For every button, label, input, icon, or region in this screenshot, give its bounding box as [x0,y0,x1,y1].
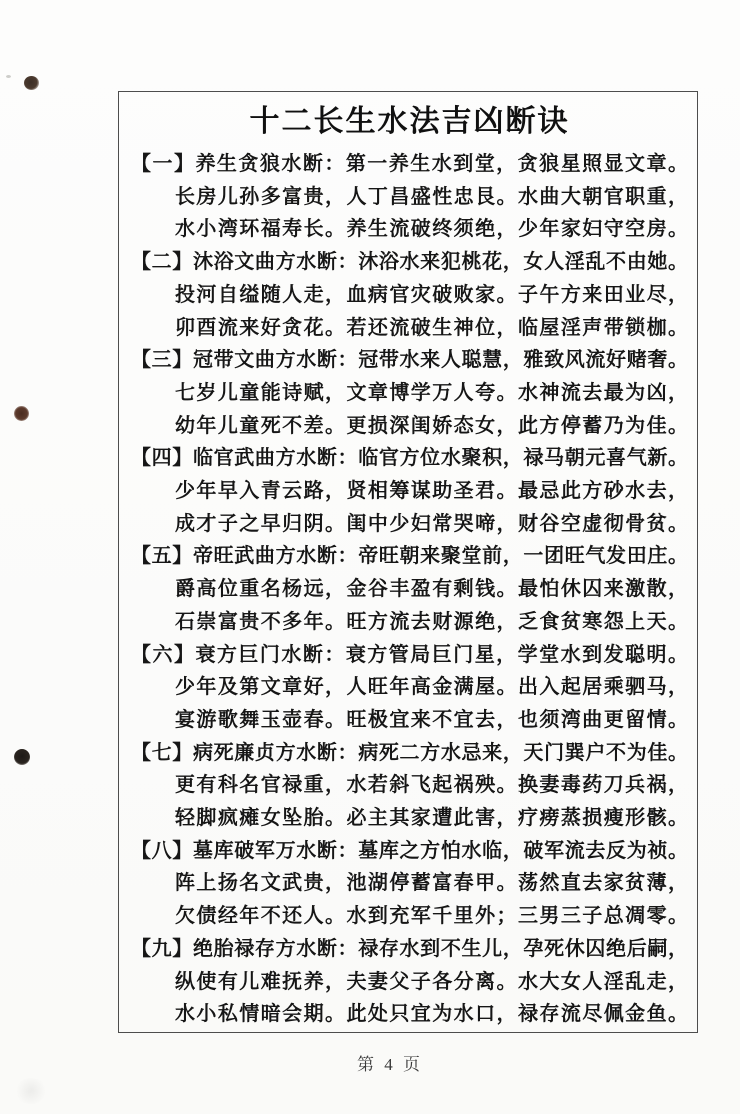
section-line: 欠债经年不还人。水到充军千里外；三男三子总凋零。 [175,905,688,928]
section-9 [131,933,688,1031]
section-text: 冠带文曲方水断：冠带水来人聪慧，雅致风流好赌奢。 [192,349,689,372]
section-number-label: 【二】 [131,251,193,274]
section-line: 更有科名官禄重，水若斜飞起祸殃。换妻毒药刀兵祸， [175,774,688,797]
section-line: 成才子之早归阴。闺中少妇常哭啼，财谷空虚彻骨贫。 [175,512,688,535]
section-text: 病死廉贞方水断：病死二方水忌来，天门巽户不为佳。 [192,741,689,764]
section-line: 少年早入青云路，贤相筹谋助圣君。最忌此方砂水去， [175,480,688,503]
section-line: 轻脚疯瘫女坠胎。必主其家遭此害，疗痨蒸损瘦形骸。 [175,807,688,830]
section-2 [131,246,688,344]
paper-speck [6,75,11,78]
section-number-label: 【九】 [131,937,193,960]
section-5 [131,540,688,638]
section-6 [131,639,688,737]
section-1 [131,148,688,246]
section-line [131,246,688,279]
section-number-label: 【五】 [131,545,193,568]
section-3 [131,344,688,442]
section-line [131,835,688,868]
binder-hole-mark [14,749,30,765]
section-line: 石崇富贵不多年。旺方流去财源绝，乏食贫寒怨上天。 [175,610,688,633]
section-text: 帝旺武曲方水断：帝旺朝来聚堂前，一团旺气发田庄。 [192,545,689,568]
binder-hole-mark [24,76,39,90]
section-line: 七岁儿童能诗赋，文章博学万人夸。水神流去最为凶， [175,381,688,404]
section-line: 幼年儿童死不差。更损深闺娇态女，此方停蓄乃为佳。 [175,414,688,437]
section-text: 墓库破军万水断：墓库之方怕水临，破军流去反为祯。 [192,839,689,862]
section-line: 卯酉流来好贪花。若还流破生神位，临屋淫声带锁枷。 [175,316,688,339]
section-line [131,639,688,672]
section-line: 水小湾环福寿长。养生流破终须绝，少年家妇守空房。 [175,218,688,241]
section-line: 宴游歌舞玉壶春。旺极宜来不宜去，也须湾曲更留情。 [175,708,688,731]
section-number-label: 【一】 [131,153,196,175]
section-text: 沐浴文曲方水断：沐浴水来犯桃花，女人淫乱不由她。 [192,251,689,274]
paper-smudge [14,1078,48,1104]
section-number-label: 【六】 [131,643,196,666]
section-text: 养生贪狼水断：第一养生水到堂，贪狼星照显文章。 [195,153,689,175]
section-line [131,737,688,770]
section-text: 临官武曲方水断：临官方位水聚积，禄马朝元喜气新。 [192,447,689,470]
section-line: 长房儿孙多富贵，人丁昌盛性忠艮。水曲大朝官职重， [175,185,688,208]
section-line [131,933,688,966]
section-number-label: 【四】 [131,447,193,470]
section-line [131,540,688,573]
page-title: 十二长生水法吉凶断诀 [249,105,570,138]
section-line: 少年及第文章好，人旺年高金满屋。出入起居乘驷马， [175,676,688,699]
section-number-label: 【七】 [131,741,193,764]
section-8 [131,835,688,933]
section-4 [131,442,688,540]
section-line [131,442,688,475]
page-number: 第 4 页 [357,1055,423,1074]
section-line: 纵使有儿难抚养，夫妻父子各分离。水大女人淫乱走， [175,970,688,993]
section-line: 阵上扬名文武贵，池湖停蓄富春甲。荡然直去家贫薄， [175,872,688,895]
section-text: 绝胎禄存方水断：禄存水到不生儿，孕死休囚绝后嗣， [192,937,689,960]
section-line: 水小私情暗会期。此处只宜为水口，禄存流尽佩金鱼。 [175,1003,688,1026]
bordered-text-box [118,91,698,1033]
section-number-label: 【八】 [131,839,193,862]
section-line [131,344,688,377]
section-line: 投河自缢随人走，血病官灾破败家。子午方来田业尽， [175,283,688,306]
section-line: 爵高位重名杨远，金谷丰盈有剩钱。最怕休囚来激散， [175,578,688,601]
binder-hole-mark [14,406,29,421]
section-number-label: 【三】 [131,349,193,372]
section-7 [131,737,688,835]
section-text: 衰方巨门水断：衰方管局巨门星，学堂水到发聪明。 [195,643,689,666]
section-line [131,148,688,181]
